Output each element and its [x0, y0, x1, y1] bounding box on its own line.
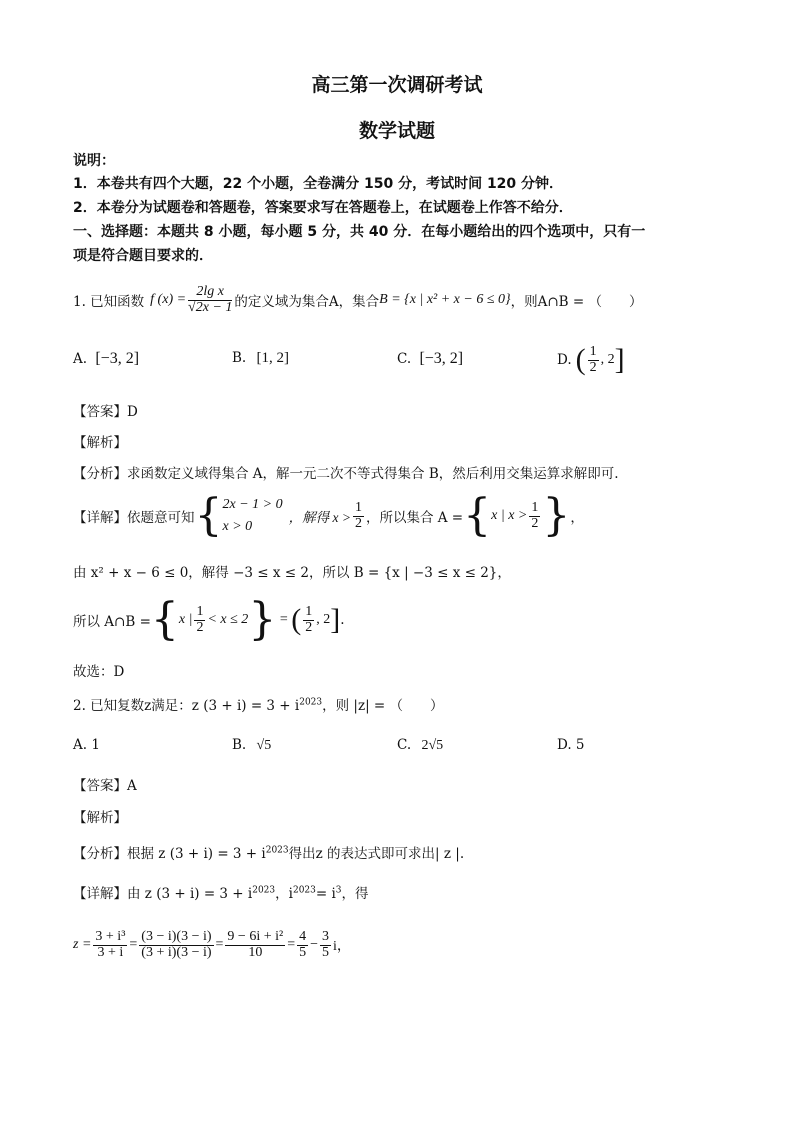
- q1-option-c-label: C.: [397, 351, 412, 367]
- q2-equation: z = $\frac{\text{3 + i³}}{3 + i}$ = $\frac{(3 - i)(3 - i)}{(3 + i)(3 - i)}$ = $\frac{\text{9 − 6i + i²}}{10}$ = $\frac{4}{5}$ − $\frac{3}{5}$ i，: [73, 928, 351, 960]
- q1-line3-rest: , 2: [316, 612, 331, 627]
- q1-half-num-3: 1: [196, 603, 204, 619]
- instructions-label: 说明：: [73, 153, 115, 169]
- q2-eq-z: z =: [73, 937, 92, 952]
- q1-option-c-value: [−3, 2]: [419, 350, 464, 367]
- section-1-heading-cont: 项是符合题目要求的．: [73, 248, 213, 264]
- q1-line3-open-brace: {: [150, 594, 179, 646]
- question-2-stem: [73, 694, 444, 714]
- q2-frac-1: [93, 930, 127, 960]
- q2-frac-4-den: 5: [299, 944, 307, 960]
- q1-detail-line-2: 由 x² + x − 6 ≤ 0，解得 −3 ≤ x ≤ 2，所以 B = {x | −3 ≤ x ≤ 2}，: [73, 565, 511, 581]
- page-subtitle: 数学试题: [358, 120, 435, 142]
- q2-option-c-label: C.: [397, 737, 412, 753]
- instruction-item-2: 2．本卷分为试题卷和答题卷，答案要求写在答题卷上，在试题卷上作答不给分．: [73, 200, 573, 216]
- q1-option-d-rest: , 2: [600, 352, 615, 367]
- q2-detail-exp3: 3: [335, 885, 342, 896]
- q1-half-num-2: 1: [531, 499, 539, 515]
- q2-frac-1-den: 3 + i: [97, 944, 124, 960]
- q2-eq-tail: i，: [333, 939, 351, 954]
- q1-option-d-num: 1: [589, 343, 597, 359]
- q2-fenxi: [73, 842, 464, 862]
- q2-stem-text: 2. 已知复数z满足：z (3 + i) = 3 + i: [73, 698, 300, 714]
- q2-fenxi-a: 根据 z (3 + i) = 3 + i: [127, 846, 266, 862]
- q1-half-den-3: 2: [196, 619, 204, 635]
- q1-analysis-label: 【解析】: [73, 435, 127, 451]
- q2-answer-label: 【答案】: [73, 778, 127, 794]
- q2-frac-4-num: 4: [299, 928, 307, 944]
- q2-option-b-value: √5: [256, 738, 272, 753]
- q1-set-open-brace: {: [463, 490, 492, 542]
- q2-detail-label: 【详解】: [73, 886, 127, 902]
- q2-frac-5-num: 3: [322, 928, 330, 944]
- q2-option-c[interactable]: [397, 737, 443, 754]
- q1-func-denominator: √2x − 1: [188, 299, 233, 315]
- q1-fenxi: [73, 462, 619, 482]
- q2-detail-c: = i: [315, 886, 336, 902]
- q2-answer: [73, 774, 137, 794]
- q1-set-x-gt: x | x >: [491, 508, 528, 523]
- q2-detail-b: ，i: [275, 886, 293, 902]
- q2-option-b-label: B.: [232, 737, 247, 753]
- q1-half-den-4: 2: [305, 619, 313, 635]
- q1-detail-mid: ，解得 x >: [288, 510, 351, 525]
- q1-line3-close-brace: }: [248, 594, 277, 646]
- q1-option-a-value: [−3, 2]: [95, 350, 140, 367]
- q1-answer-label: 【答案】: [73, 404, 127, 420]
- q1-system: [223, 494, 283, 539]
- q2-detail: [73, 882, 369, 902]
- q2-option-b[interactable]: [232, 737, 271, 754]
- q2-frac-3-num: 9 − 6i + i²: [227, 928, 284, 944]
- q1-option-b-value: [1, 2]: [256, 350, 290, 366]
- q1-option-d-open-paren: (: [575, 343, 586, 376]
- q2-frac-3: [225, 930, 285, 960]
- q2-frac-2: [139, 930, 213, 960]
- instruction-item-1: 1．本卷共有四个大题，22 个小题，全卷满分 150 分，考试时间 120 分钟．: [73, 176, 564, 192]
- q1-text-mid: 的定义域为集合A，集合: [234, 294, 380, 310]
- q2-analysis-label: 【解析】: [73, 810, 127, 826]
- q1-system-line-2: x > 0: [222, 519, 253, 534]
- section-1-heading: 一、选择题：本题共 8 小题，每小题 5 分，共 40 分．在每小题给出的四个选项中，只有一: [73, 224, 646, 240]
- q2-frac-5: [320, 930, 331, 960]
- q2-detail-exp2: 2023: [292, 885, 316, 896]
- page-title: 高三第一次调研考试: [311, 74, 483, 96]
- q1-option-d-fraction: [588, 345, 599, 375]
- q1-conclusion: 故选：D: [73, 664, 125, 680]
- q2-option-d[interactable]: D. 5: [557, 737, 585, 753]
- q1-func-numerator: 2lg x: [188, 285, 232, 301]
- q2-frac-2-num: (3 − i)(3 − i): [141, 928, 212, 944]
- q1-func-fraction: [188, 285, 232, 315]
- q1-option-b[interactable]: [232, 350, 289, 367]
- q1-option-d[interactable]: [557, 340, 625, 380]
- q1-set-close-brace: }: [542, 490, 571, 542]
- q1-fenxi-text: 求函数定义域得集合 A，解一元二次不等式得集合 B，然后利用交集运算求解即可.: [127, 466, 619, 482]
- q2-frac-1-num: 3 + i³: [95, 928, 126, 944]
- q1-detail-intro: 依题意可知: [127, 510, 195, 526]
- question-1-stem: [73, 278, 643, 322]
- q1-set-b: B = {x | x² + x − 6 ≤ 0}: [379, 292, 511, 307]
- q1-line3-mid: < x ≤ 2: [207, 612, 249, 627]
- q2-frac-5-den: 5: [322, 944, 330, 960]
- q1-option-b-label: B.: [232, 350, 247, 366]
- q1-half-den-1: 2: [354, 515, 362, 531]
- q2-fenxi-label: 【分析】: [73, 846, 127, 862]
- q1-detail-line-3: 所以 A∩B = { x | $\frac{1}{2}$ < x ≤ 2 } = ( $\frac{1}{2}$ , 2 ] .: [73, 594, 345, 646]
- q1-text-end: ，则A∩B = （ ）: [510, 294, 643, 310]
- q1-answer: [73, 400, 138, 420]
- q2-option-c-value: 2√5: [421, 738, 444, 753]
- q1-detail-label: 【详解】: [73, 510, 127, 526]
- q2-detail-d: ，得: [341, 886, 369, 902]
- q1-func-lhs: f (x) =: [150, 292, 187, 307]
- q1-half-fraction-2: [529, 501, 540, 531]
- q2-frac-2-den: (3 + i)(3 − i): [141, 944, 212, 960]
- q1-option-a-label: A.: [73, 351, 88, 367]
- q1-option-d-close-bracket: ]: [614, 343, 625, 376]
- q1-answer-value: D: [127, 404, 138, 420]
- q1-half-fraction-1: [353, 501, 364, 531]
- q2-fenxi-exponent: 2023: [265, 845, 289, 856]
- q1-fenxi-label: 【分析】: [73, 466, 127, 482]
- q1-half-fraction-4: [303, 605, 314, 635]
- q1-detail-line-1: 【详解】 依题意可知 { 2x − 1 > 0 x > 0 ，解得 x > $\frac{1}{2}$ ，所以集合 A = { x | x > $\frac{1}{2}$ } ，: [73, 490, 584, 542]
- q1-line3-open-paren: (: [291, 603, 302, 636]
- q1-detail-set: ，所以集合 A =: [365, 510, 464, 526]
- q1-half-den-2: 2: [531, 515, 539, 531]
- q2-detail-exp: 2023: [252, 885, 276, 896]
- q2-stem-exponent: 2023: [299, 697, 323, 708]
- q1-system-line-1: 2x − 1 > 0: [222, 496, 283, 512]
- q1-option-d-label: D.: [557, 352, 572, 368]
- q1-option-d-den: 2: [589, 359, 597, 375]
- q2-frac-3-den: 10: [248, 944, 263, 960]
- q2-option-a[interactable]: A. 1: [73, 737, 100, 753]
- q2-answer-value: A: [127, 778, 137, 794]
- q2-frac-4: [297, 930, 308, 960]
- q2-stem-end: ，则 |z| = （ ）: [322, 698, 444, 714]
- q1-number: 1. 已知函数: [73, 294, 145, 310]
- q1-system-brace: {: [194, 490, 223, 542]
- q1-line3-close-bracket: ]: [330, 603, 341, 636]
- q1-half-fraction-3: [194, 605, 205, 635]
- q1-line3-prefix: 所以 A∩B =: [73, 614, 151, 630]
- q1-option-a[interactable]: [73, 350, 139, 368]
- q2-detail-a: 由 z (3 + i) = 3 + i: [127, 886, 253, 902]
- q2-fenxi-b: 得出z 的表达式即可求出| z |.: [288, 846, 465, 862]
- q1-line3-x: x |: [178, 612, 193, 627]
- q1-half-num-1: 1: [354, 499, 362, 515]
- q1-half-num-4: 1: [305, 603, 313, 619]
- q1-option-c[interactable]: [397, 350, 463, 368]
